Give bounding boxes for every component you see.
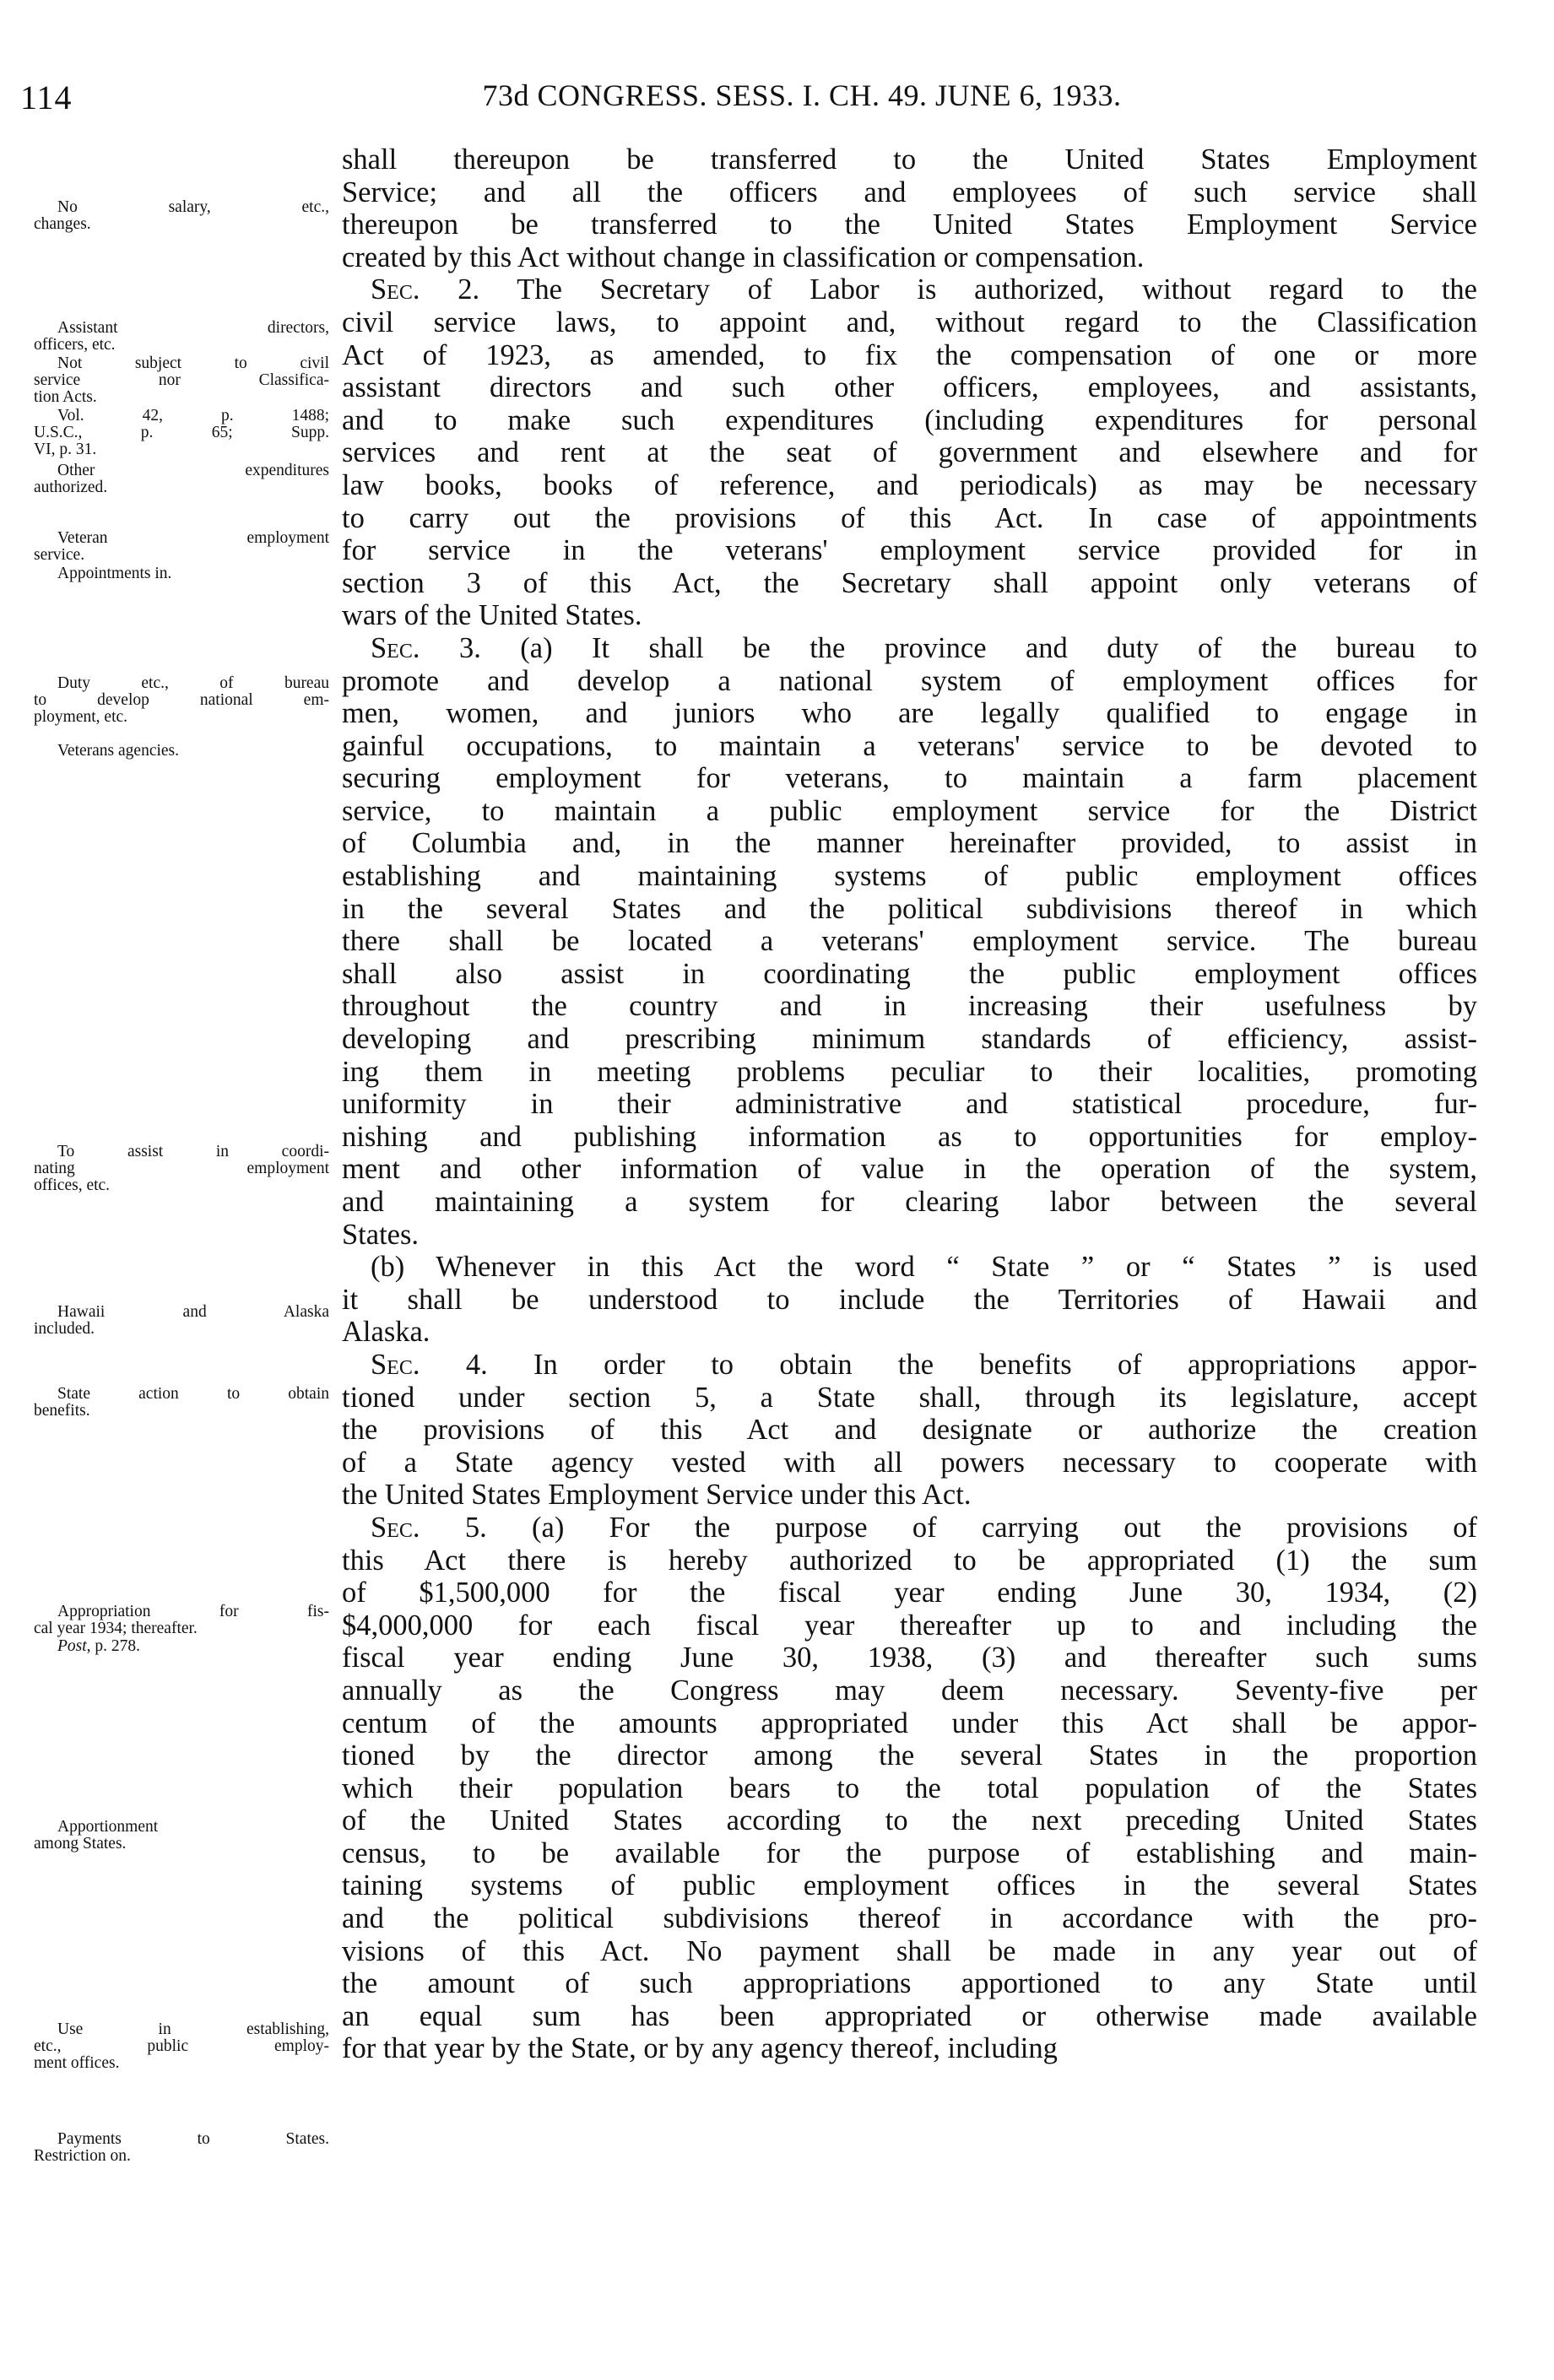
margin-note-line: VI, p. 31. xyxy=(34,441,97,458)
text-line: Service; and all the officers and employees of such service shall xyxy=(342,176,1477,208)
margin-note-line: Veterans agencies. xyxy=(57,742,180,760)
text-line: section 3 of this Act, the Secretary shall appoint only veterans of xyxy=(342,566,1477,599)
text-line: thereupon be transferred to the United States Employment Service xyxy=(342,208,1477,241)
text-line: it shall be understood to include the Territories of Hawaii and xyxy=(342,1283,1477,1316)
text-line: developing and prescribing minimum standards of efficiency, assist- xyxy=(342,1023,1477,1056)
text-line: men, women, and juniors who are legally qualified to engage in xyxy=(342,697,1477,730)
margin-note xyxy=(34,2131,329,2165)
text-line: Alaska. xyxy=(342,1316,430,1349)
statute-body xyxy=(342,143,1477,2065)
text-line: establishing and maintaining systems of public employment offices xyxy=(342,860,1477,893)
text-line: wars of the United States. xyxy=(342,599,642,632)
text-line: of the United States according to the next preceding United States xyxy=(342,1804,1477,1837)
text-line: and to make such expenditures (including expenditures for personal xyxy=(342,403,1477,436)
text-line: which their population bears to the total population of the States xyxy=(342,1771,1477,1804)
margin-note xyxy=(34,675,329,726)
margin-note xyxy=(34,1819,329,1853)
text-line: of $1,500,000 for the fiscal year ending June 30, 1934, (2) xyxy=(342,1577,1477,1609)
text-line: in the several States and the political subdivisions thereof in which xyxy=(342,892,1477,925)
margin-note-line: Post, p. 278. xyxy=(57,1637,141,1655)
margin-note xyxy=(34,199,329,233)
margin-note-line: cal year 1934; thereafter. xyxy=(34,1620,198,1637)
text-line: and maintaining a system for clearing labor between the several xyxy=(342,1186,1477,1218)
text-line: (b) Whenever in this Act the word “ State ” or “ States ” is used xyxy=(371,1251,1477,1284)
margin-note xyxy=(34,1604,329,1637)
text-line: this Act there is hereby authorized to be appropriated (1) the sum xyxy=(342,1544,1477,1577)
text-line: ing them in meeting problems peculiar to their localities, promoting xyxy=(342,1055,1477,1088)
text-line: fiscal year ending June 30, 1938, (3) and thereafter such sums xyxy=(342,1642,1477,1674)
margin-note-line: Other expenditures xyxy=(57,462,329,479)
text-line: the amount of such appropriations apportioned to any State until xyxy=(342,1967,1477,2000)
text-line: law books, books of reference, and periodicals) as may be necessary xyxy=(342,468,1477,501)
margin-note-line: Vol. 42, p. 1488; xyxy=(57,407,329,425)
text-line: census, to be available for the purpose of establishing and main- xyxy=(342,1836,1477,1869)
margin-note-line: Appointments in. xyxy=(57,565,172,582)
text-line: shall thereupon be transferred to the United States Employment xyxy=(342,143,1477,176)
margin-note xyxy=(34,1144,329,1194)
text-line: Sec. 4. In order to obtain the benefits of appropriations appor- xyxy=(371,1348,1477,1381)
text-line: tioned under section 5, a State shall, through its legislature, accept xyxy=(342,1381,1477,1414)
text-line: annually as the Congress may deem necessary. Seventy-five per xyxy=(342,1674,1477,1707)
text-line: for service in the veterans' employment service provided for in xyxy=(342,534,1477,567)
margin-note-line: etc., public employ- xyxy=(34,2037,329,2055)
text-line: the United States Employment Service under this Act. xyxy=(342,1479,972,1512)
text-line: Act of 1923, as amended, to fix the compensation of one or more xyxy=(342,338,1477,371)
margin-note-line: U.S.C., p. 65; Supp. xyxy=(34,424,329,441)
margin-note-line: To assist in coordi- xyxy=(57,1143,329,1160)
running-head: 73d CONGRESS. SESS. I. CH. 49. JUNE 6, 1933. xyxy=(482,78,1122,112)
text-line: promote and develop a national system of employment offices for xyxy=(342,664,1477,697)
text-line: throughout the country and in increasing their usefulness by xyxy=(342,990,1477,1023)
section-label: Sec. xyxy=(371,1511,420,1544)
text-line: $4,000,000 for each fiscal year thereafter up to and including the xyxy=(342,1609,1477,1642)
text-line: there shall be located a veterans' employment service. The bureau xyxy=(342,925,1477,958)
text-line: the provisions of this Act and designate or authorize the creation xyxy=(342,1414,1477,1447)
text-line: created by this Act without change in classification or compensation. xyxy=(342,241,1145,273)
margin-note-line: Duty etc., of bureau xyxy=(57,674,329,692)
margin-note-line: Appropriation for fis- xyxy=(57,1603,329,1620)
margin-note xyxy=(34,408,329,458)
text-line: Sec. 2. The Secretary of Labor is authorized, without regard to the xyxy=(371,273,1477,306)
text-line: States. xyxy=(342,1218,420,1251)
text-line: Sec. 5. (a) For the purpose of carrying out the provisions of xyxy=(371,1511,1477,1544)
margin-note-line: Payments to States. xyxy=(57,2130,329,2148)
margin-note-line: included. xyxy=(34,1320,95,1338)
margin-note xyxy=(34,530,329,564)
margin-note xyxy=(34,320,329,354)
page-number: 114 xyxy=(20,78,73,116)
margin-note-line: Hawaii and Alaska xyxy=(57,1303,329,1321)
text-line: for that year by the State, or by any agency thereof, including xyxy=(342,2032,1058,2065)
text-line: securing employment for veterans, to maintain a farm placement xyxy=(342,762,1477,795)
margin-note-line: service nor Classifica- xyxy=(34,371,329,389)
text-line: of a State agency vested with all powers necessary to cooperate with xyxy=(342,1446,1477,1479)
margin-note-line: Veteran employment xyxy=(57,529,329,547)
margin-note-line: changes. xyxy=(34,215,91,233)
margin-note-line: No salary, etc., xyxy=(57,198,329,216)
margin-note-line: benefits. xyxy=(34,1402,90,1420)
margin-note-line: offices, etc. xyxy=(34,1176,111,1194)
text-line: ment and other information of value in the operation of the system, xyxy=(342,1153,1477,1186)
page-header xyxy=(0,78,1554,120)
text-line: of Columbia and, in the manner hereinafter provided, to assist in xyxy=(342,827,1477,860)
margin-note xyxy=(34,1304,329,1338)
text-line: to carry out the provisions of this Act. In case of appointments xyxy=(342,501,1477,534)
margin-note-line: State action to obtain xyxy=(57,1385,329,1403)
section-label: Sec. xyxy=(371,273,420,306)
text-line: gainful occupations, to maintain a veterans' service to be devoted to xyxy=(342,729,1477,762)
text-line: and the political subdivisions thereof in accordance with the pro- xyxy=(342,1902,1477,1935)
margin-note xyxy=(34,565,329,582)
text-line: tioned by the director among the several States in the proportion xyxy=(342,1739,1477,1772)
margin-note-line: Restriction on. xyxy=(34,2147,131,2165)
margin-note-line: Use in establishing, xyxy=(57,2020,329,2038)
text-line: uniformity in their administrative and statistical procedure, fur- xyxy=(342,1088,1477,1121)
text-line: services and rent at the seat of government and elsewhere and for xyxy=(342,436,1477,469)
margin-note-line: nating employment xyxy=(34,1160,329,1177)
text-line: nishing and publishing information as to opportunities for employ- xyxy=(342,1120,1477,1153)
margin-note xyxy=(34,1386,329,1420)
text-line: taining systems of public employment offices in the several States xyxy=(342,1869,1477,1902)
text-line: assistant directors and such other officers, employees, and assistants, xyxy=(342,371,1477,404)
margin-note xyxy=(34,743,329,760)
margin-note-line: service. xyxy=(34,546,85,564)
margin-note-line: officers, etc. xyxy=(34,336,116,354)
margin-note xyxy=(34,2021,329,2072)
margin-note-line: among States. xyxy=(34,1835,127,1853)
margin-note-line: tion Acts. xyxy=(34,388,97,406)
margin-note xyxy=(34,462,329,496)
margin-note xyxy=(34,355,329,406)
margin-note-line: authorized. xyxy=(34,479,108,496)
text-line: Sec. 3. (a) It shall be the province and duty of the bureau to xyxy=(371,631,1477,664)
margin-note-line: Apportionment xyxy=(57,1818,159,1836)
margin-note xyxy=(34,1638,329,1655)
margin-note-line: ment offices. xyxy=(34,2054,120,2072)
text-line: civil service laws, to appoint and, without regard to the Classification xyxy=(342,306,1477,338)
text-line: visions of this Act. No payment shall be made in any year out of xyxy=(342,1934,1477,1967)
text-line: service, to maintain a public employment service for the District xyxy=(342,794,1477,827)
margin-note-line: Assistant directors, xyxy=(57,319,329,337)
margin-note-line: ployment, etc. xyxy=(34,708,128,726)
margin-note-line: to develop national em- xyxy=(34,691,329,709)
text-line: shall also assist in coordinating the public employment offices xyxy=(342,957,1477,990)
text-line: an equal sum has been appropriated or otherwise made available xyxy=(342,1999,1477,2032)
margin-note-line: Not subject to civil xyxy=(57,354,329,372)
section-label: Sec. xyxy=(371,631,420,664)
section-label: Sec. xyxy=(371,1348,420,1381)
text-line: centum of the amounts appropriated under this Act shall be appor- xyxy=(342,1707,1477,1739)
